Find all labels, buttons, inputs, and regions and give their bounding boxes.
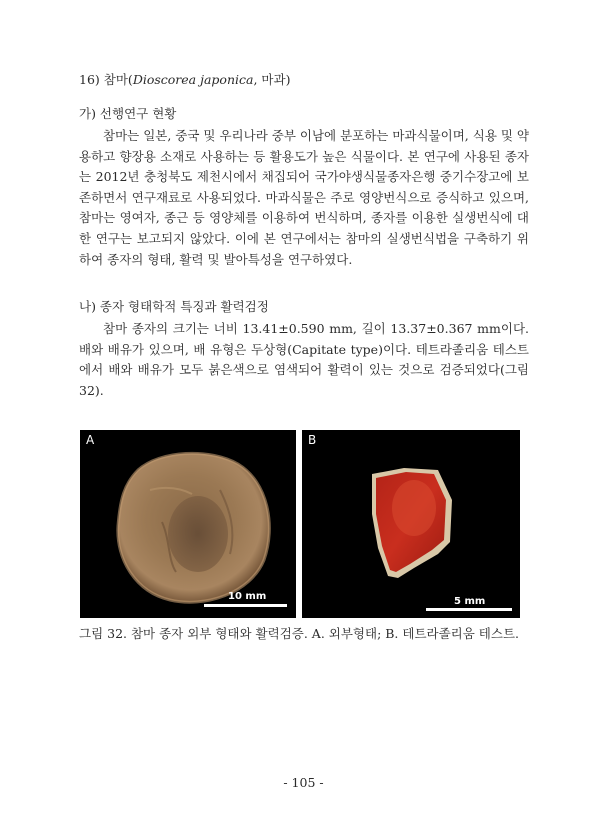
section-number: 16) (79, 72, 100, 87)
panel-b-scale-label: 5 mm (454, 596, 486, 607)
tetrazolium-test-image (302, 430, 520, 618)
section-scientific-name: Dioscorea japonica (132, 72, 254, 87)
subsection-a-paragraph: 참마는 일본, 중국 및 우리나라 중부 이남에 분포하는 마과식물이며, 식용 및 약용하고 향장용 소재로 사용하는 등 활용도가 높은 식물이다. 본 연구에 사용된 종자는 2012년 충청북도 제천시에서 채집되어 국가야생식물종자은행 중기수장고에 보존하면서 연구재료로 사용되었다. 마과식물은 주로 영양번식으로 증식하고 있으며, 참마는 영여자, 종근 등 영양체를 이용하여 번식하며, 종자를 이용한 실생번식에 대한 연구는 보고되지 않았다. 이에 본 연구에서는 참마의 실생번식법을 구축하기 위하여 종자의 형태, 활력 및 발아특성을 연구하였다. (79, 128, 529, 267)
subsection-b-title: 나) 종자 형태학적 특징과 활력검정 (79, 299, 269, 314)
section-heading (79, 70, 290, 88)
section-name-tail: , 마과) (253, 72, 291, 87)
seed-external-morphology-image (80, 430, 296, 618)
page-number: - 105 - (283, 775, 324, 790)
figure-panel-b (302, 430, 520, 618)
subsection-a-title: 가) 선행연구 현황 (79, 106, 177, 121)
figure-32 (80, 430, 520, 618)
panel-b-scale-bar (426, 608, 512, 611)
section-korean-name: 참마( (103, 72, 133, 87)
panel-a-letter: A (86, 433, 95, 447)
panel-b-letter: B (308, 433, 317, 447)
figure-panel-a (80, 430, 296, 618)
subsection-b-paragraph: 참마 종자의 크기는 너비 13.41±0.590 mm, 길이 13.37±0.367 mm이다. 배와 배유가 있으며, 배 유형은 두상형(Capitate type)이다. 테트라졸리움 테스트에서 배와 배유가 모두 붉은색으로 염색되어 활력이 있는 것으로 검증되었다(그림 32). (79, 321, 529, 398)
panel-a-scale-bar (204, 604, 287, 607)
figure-caption: 그림 32. 참마 종자 외부 형태와 활력검증. A. 외부형태; B. 테트라졸리움 테스트. (79, 626, 520, 641)
panel-a-scale-label: 10 mm (228, 591, 267, 602)
